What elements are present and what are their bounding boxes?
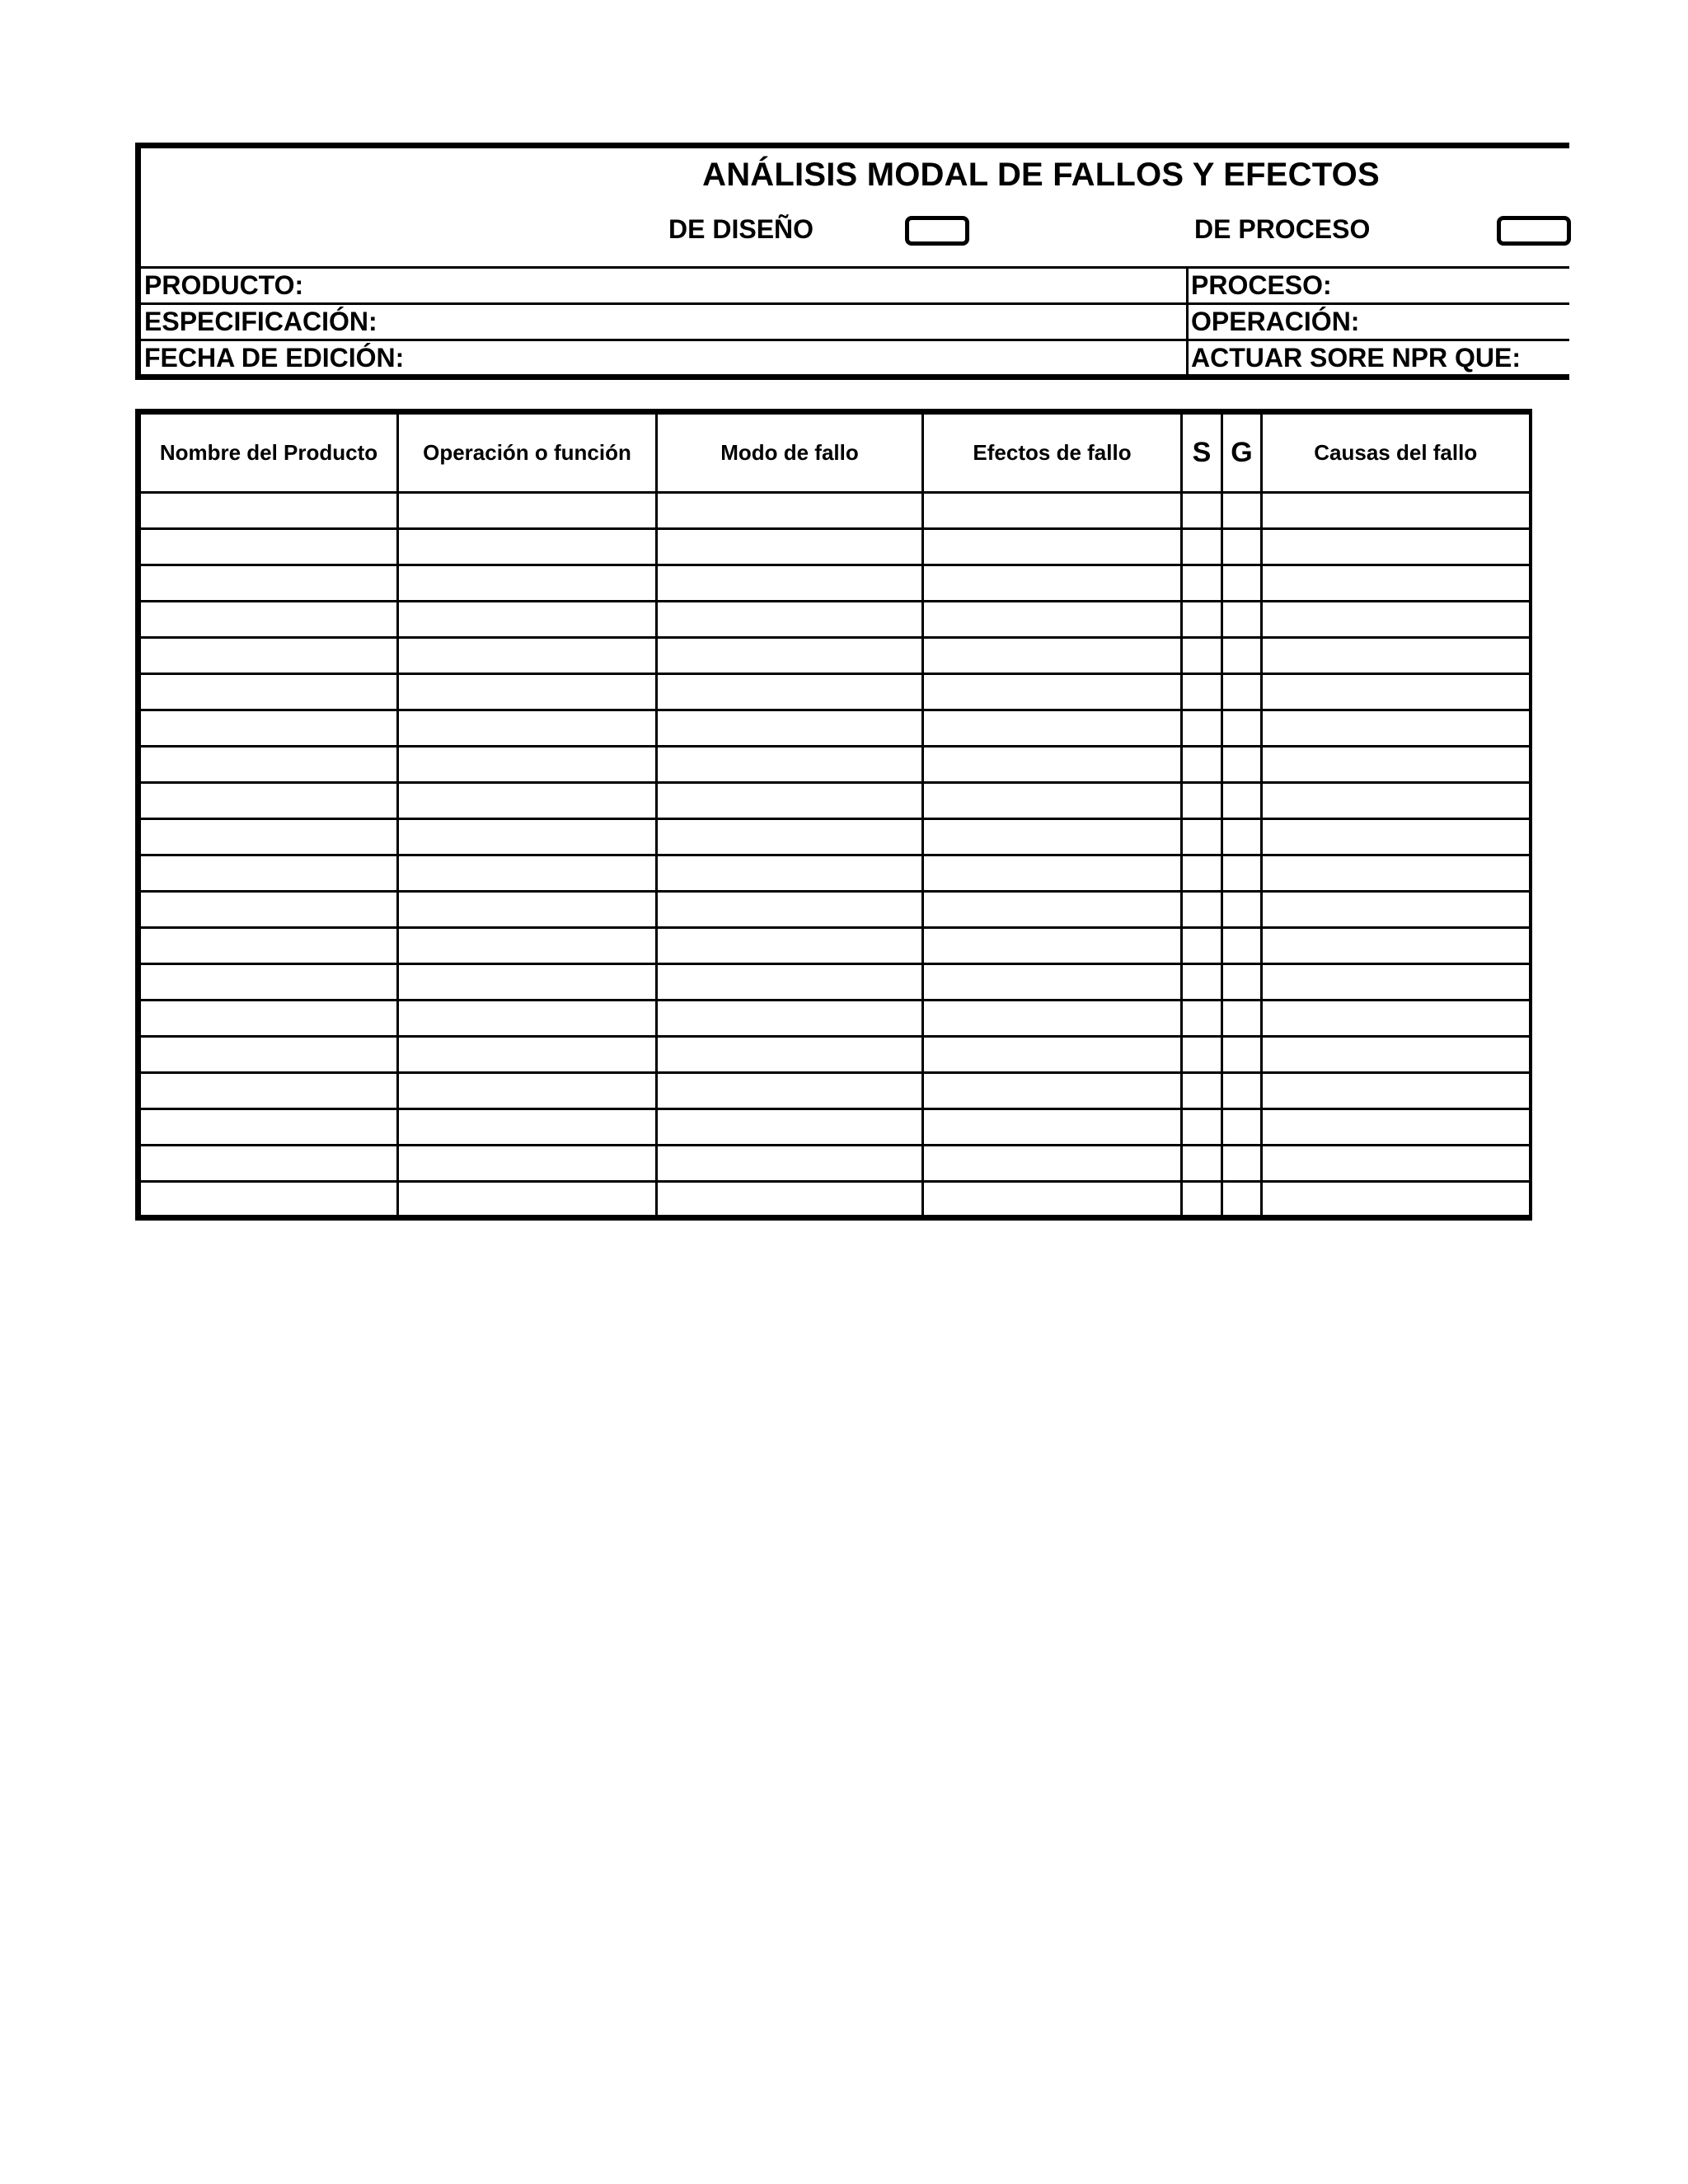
table-cell[interactable] bbox=[1222, 892, 1262, 928]
table-cell[interactable] bbox=[657, 638, 923, 674]
table-cell[interactable] bbox=[398, 493, 657, 529]
table-cell[interactable] bbox=[138, 855, 398, 892]
table-cell[interactable] bbox=[1262, 964, 1531, 1001]
table-cell[interactable] bbox=[1182, 674, 1222, 710]
table-cell[interactable] bbox=[657, 1037, 923, 1073]
table-row bbox=[138, 1146, 1531, 1182]
form-title: ANÁLISIS MODAL DE FALLOS Y EFECTOS bbox=[702, 157, 1380, 193]
table-row bbox=[138, 565, 1531, 602]
process-type-label: DE PROCESO bbox=[1194, 214, 1371, 244]
table-cell[interactable] bbox=[923, 1073, 1182, 1109]
table-cell[interactable] bbox=[657, 1073, 923, 1109]
table-row bbox=[138, 892, 1531, 928]
table-cell[interactable] bbox=[1182, 602, 1222, 638]
table-cell[interactable] bbox=[138, 1073, 398, 1109]
table-row bbox=[138, 1001, 1531, 1037]
table-cell[interactable] bbox=[657, 710, 923, 747]
table-cell[interactable] bbox=[657, 602, 923, 638]
column-header-modo-fallo: Modo de fallo bbox=[657, 412, 923, 493]
table-cell[interactable] bbox=[1262, 892, 1531, 928]
field-divider bbox=[1186, 266, 1189, 374]
especificacion-label: ESPECIFICACIÓN: bbox=[144, 307, 377, 336]
table-row bbox=[138, 638, 1531, 674]
table-cell[interactable] bbox=[923, 565, 1182, 602]
table-cell[interactable] bbox=[923, 1182, 1182, 1218]
table-cell[interactable] bbox=[398, 1073, 657, 1109]
table-cell[interactable] bbox=[138, 1001, 398, 1037]
table-cell[interactable] bbox=[398, 529, 657, 565]
table-cell[interactable] bbox=[1222, 674, 1262, 710]
table-cell[interactable] bbox=[923, 710, 1182, 747]
table-row bbox=[138, 1182, 1531, 1218]
table-cell[interactable] bbox=[657, 674, 923, 710]
column-header-g: G bbox=[1222, 412, 1262, 493]
table-cell[interactable] bbox=[1262, 928, 1531, 964]
table-cell[interactable] bbox=[923, 1001, 1182, 1037]
table-cell[interactable] bbox=[657, 565, 923, 602]
table-cell[interactable] bbox=[398, 1182, 657, 1218]
table-cell[interactable] bbox=[1222, 529, 1262, 565]
table-cell[interactable] bbox=[138, 1182, 398, 1218]
table-cell[interactable] bbox=[1182, 710, 1222, 747]
table-cell[interactable] bbox=[657, 964, 923, 1001]
table-cell[interactable] bbox=[138, 1037, 398, 1073]
fmea-table bbox=[135, 409, 1532, 1221]
table-cell[interactable] bbox=[398, 1001, 657, 1037]
table-row bbox=[138, 855, 1531, 892]
table-cell[interactable] bbox=[138, 674, 398, 710]
producto-label: PRODUCTO: bbox=[144, 270, 304, 300]
table-cell[interactable] bbox=[138, 565, 398, 602]
table-cell[interactable] bbox=[657, 855, 923, 892]
design-type-label: DE DISEÑO bbox=[668, 214, 814, 244]
table-cell[interactable] bbox=[923, 674, 1182, 710]
table-cell[interactable] bbox=[1182, 1182, 1222, 1218]
table-cell[interactable] bbox=[1222, 1073, 1262, 1109]
column-header-efectos-fallo: Efectos de fallo bbox=[923, 412, 1182, 493]
table-cell[interactable] bbox=[1262, 674, 1531, 710]
table-cell[interactable] bbox=[398, 855, 657, 892]
table-cell[interactable] bbox=[1182, 783, 1222, 819]
table-cell[interactable] bbox=[1182, 747, 1222, 783]
table-cell[interactable] bbox=[398, 1037, 657, 1073]
fecha-edicion-label: FECHA DE EDICIÓN: bbox=[144, 343, 405, 373]
table-cell[interactable] bbox=[657, 819, 923, 855]
table-cell[interactable] bbox=[1182, 638, 1222, 674]
table-cell[interactable] bbox=[1222, 855, 1262, 892]
table-cell[interactable] bbox=[1262, 1182, 1531, 1218]
table-cell[interactable] bbox=[1262, 710, 1531, 747]
table-cell[interactable] bbox=[398, 638, 657, 674]
table-cell[interactable] bbox=[398, 783, 657, 819]
table-cell[interactable] bbox=[1222, 1109, 1262, 1146]
table-cell[interactable] bbox=[1222, 964, 1262, 1001]
table-cell[interactable] bbox=[138, 964, 398, 1001]
table-row bbox=[138, 674, 1531, 710]
table-cell[interactable] bbox=[923, 928, 1182, 964]
field-row-especificacion bbox=[141, 302, 1569, 339]
table-cell[interactable] bbox=[1222, 1001, 1262, 1037]
table-cell[interactable] bbox=[923, 855, 1182, 892]
table-cell[interactable] bbox=[1262, 1146, 1531, 1182]
table-cell[interactable] bbox=[398, 928, 657, 964]
table-row bbox=[138, 529, 1531, 565]
actuar-npr-label: ACTUAR SORE NPR QUE: bbox=[1191, 343, 1522, 373]
table-cell[interactable] bbox=[1222, 493, 1262, 529]
table-cell[interactable] bbox=[138, 928, 398, 964]
table-cell[interactable] bbox=[1222, 710, 1262, 747]
table-cell[interactable] bbox=[138, 638, 398, 674]
table-cell[interactable] bbox=[398, 964, 657, 1001]
table-cell[interactable] bbox=[398, 602, 657, 638]
table-cell[interactable] bbox=[1222, 602, 1262, 638]
table-cell[interactable] bbox=[1222, 638, 1262, 674]
table-cell[interactable] bbox=[657, 493, 923, 529]
table-cell[interactable] bbox=[398, 674, 657, 710]
table-cell[interactable] bbox=[1222, 819, 1262, 855]
table-cell[interactable] bbox=[1262, 783, 1531, 819]
table-cell[interactable] bbox=[138, 819, 398, 855]
field-row-fecha bbox=[141, 339, 1569, 374]
table-cell[interactable] bbox=[657, 783, 923, 819]
table-cell[interactable] bbox=[923, 602, 1182, 638]
table-cell[interactable] bbox=[923, 1109, 1182, 1146]
table-row bbox=[138, 710, 1531, 747]
table-cell[interactable] bbox=[1262, 602, 1531, 638]
column-header-nombre-producto: Nombre del Producto bbox=[138, 412, 398, 493]
table-cell[interactable] bbox=[923, 1037, 1182, 1073]
table-cell[interactable] bbox=[1222, 1037, 1262, 1073]
table-cell[interactable] bbox=[657, 1146, 923, 1182]
table-row bbox=[138, 602, 1531, 638]
table-cell[interactable] bbox=[1182, 1001, 1222, 1037]
table-cell[interactable] bbox=[923, 783, 1182, 819]
column-header-operacion-funcion: Operación o función bbox=[398, 412, 657, 493]
table-cell[interactable] bbox=[1182, 964, 1222, 1001]
table-cell[interactable] bbox=[1182, 565, 1222, 602]
table-cell[interactable] bbox=[398, 565, 657, 602]
table-cell[interactable] bbox=[657, 1001, 923, 1037]
table-cell[interactable] bbox=[1262, 819, 1531, 855]
table-cell[interactable] bbox=[1182, 819, 1222, 855]
table-cell[interactable] bbox=[1262, 855, 1531, 892]
table-cell[interactable] bbox=[138, 747, 398, 783]
field-row-producto bbox=[141, 266, 1569, 302]
table-cell[interactable] bbox=[398, 747, 657, 783]
table-cell[interactable] bbox=[138, 892, 398, 928]
table-row bbox=[138, 1037, 1531, 1073]
table-row bbox=[138, 964, 1531, 1001]
table-row bbox=[138, 747, 1531, 783]
table-cell[interactable] bbox=[398, 892, 657, 928]
process-type-checkbox[interactable] bbox=[1497, 216, 1571, 246]
table-cell[interactable] bbox=[1182, 1109, 1222, 1146]
table-cell[interactable] bbox=[657, 892, 923, 928]
table-cell[interactable] bbox=[1222, 747, 1262, 783]
table-header-row bbox=[138, 412, 1531, 493]
column-header-s: S bbox=[1182, 412, 1222, 493]
table-cell[interactable] bbox=[138, 493, 398, 529]
table-cell[interactable] bbox=[657, 1182, 923, 1218]
table-cell[interactable] bbox=[1182, 529, 1222, 565]
table-cell[interactable] bbox=[657, 1109, 923, 1146]
table-cell[interactable] bbox=[138, 529, 398, 565]
form-header bbox=[135, 143, 1569, 380]
table-cell[interactable] bbox=[138, 783, 398, 819]
table-cell[interactable] bbox=[398, 819, 657, 855]
table-cell[interactable] bbox=[398, 710, 657, 747]
table-cell[interactable] bbox=[398, 1146, 657, 1182]
table-cell[interactable] bbox=[398, 1109, 657, 1146]
table-body bbox=[138, 493, 1531, 1218]
table-cell[interactable] bbox=[923, 529, 1182, 565]
table-cell[interactable] bbox=[1222, 565, 1262, 602]
table-cell[interactable] bbox=[1262, 638, 1531, 674]
table-cell[interactable] bbox=[1182, 855, 1222, 892]
column-header-causas-fallo: Causas del fallo bbox=[1262, 412, 1531, 493]
table-cell[interactable] bbox=[1262, 565, 1531, 602]
table-cell[interactable] bbox=[923, 493, 1182, 529]
table-row bbox=[138, 493, 1531, 529]
table-cell[interactable] bbox=[923, 892, 1182, 928]
table-cell[interactable] bbox=[1262, 1001, 1531, 1037]
table-row bbox=[138, 928, 1531, 964]
table-cell[interactable] bbox=[1262, 1109, 1531, 1146]
table-cell[interactable] bbox=[923, 638, 1182, 674]
operacion-label: OPERACIÓN: bbox=[1191, 307, 1360, 336]
proceso-label: PROCESO: bbox=[1191, 270, 1332, 300]
table-cell[interactable] bbox=[1222, 783, 1262, 819]
table-row bbox=[138, 819, 1531, 855]
table-cell[interactable] bbox=[657, 928, 923, 964]
table-cell[interactable] bbox=[138, 602, 398, 638]
table-cell[interactable] bbox=[1182, 1146, 1222, 1182]
table-cell[interactable] bbox=[138, 710, 398, 747]
table-cell[interactable] bbox=[923, 964, 1182, 1001]
table-cell[interactable] bbox=[1222, 1146, 1262, 1182]
table-cell[interactable] bbox=[923, 819, 1182, 855]
table-cell[interactable] bbox=[138, 1109, 398, 1146]
table-cell[interactable] bbox=[1222, 1182, 1262, 1218]
table-cell[interactable] bbox=[1222, 928, 1262, 964]
table-cell[interactable] bbox=[1262, 747, 1531, 783]
table-cell[interactable] bbox=[657, 529, 923, 565]
table-cell[interactable] bbox=[657, 747, 923, 783]
table-row bbox=[138, 1073, 1531, 1109]
table-cell[interactable] bbox=[923, 1146, 1182, 1182]
table-cell[interactable] bbox=[1182, 892, 1222, 928]
table-cell[interactable] bbox=[1262, 1037, 1531, 1073]
table-row bbox=[138, 783, 1531, 819]
table-cell[interactable] bbox=[923, 747, 1182, 783]
table-cell[interactable] bbox=[1182, 1037, 1222, 1073]
table-row bbox=[138, 1109, 1531, 1146]
table-cell[interactable] bbox=[1262, 493, 1531, 529]
table-cell[interactable] bbox=[1182, 493, 1222, 529]
table-cell[interactable] bbox=[1262, 529, 1531, 565]
table-cell[interactable] bbox=[1182, 928, 1222, 964]
table-cell[interactable] bbox=[138, 1146, 398, 1182]
design-type-checkbox[interactable] bbox=[905, 216, 969, 246]
table-cell[interactable] bbox=[1262, 1073, 1531, 1109]
table-cell[interactable] bbox=[1182, 1073, 1222, 1109]
